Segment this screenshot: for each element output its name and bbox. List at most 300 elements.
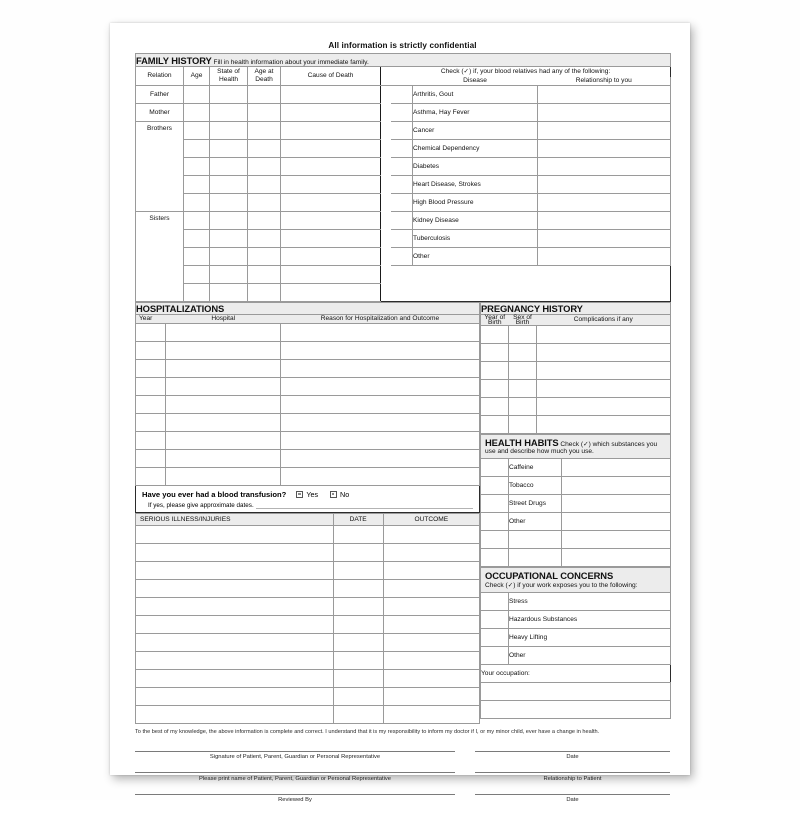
- col-relationship-to-you: Relationship to you: [538, 77, 671, 86]
- cell-state-of-health[interactable]: [210, 158, 248, 176]
- cell-illness[interactable]: [136, 562, 334, 580]
- blood-transfusion-followup-label: If yes, please give approximate dates.: [148, 502, 254, 509]
- cell-year-of-birth[interactable]: [481, 398, 509, 416]
- table-row: [481, 647, 671, 665]
- cell-sex-of-birth[interactable]: [509, 344, 537, 362]
- table-row: [136, 652, 480, 670]
- cell-date[interactable]: [333, 616, 383, 634]
- checkbox-other-concern[interactable]: [481, 647, 509, 665]
- cell-disease-relationship[interactable]: [538, 248, 671, 266]
- cell-date[interactable]: [333, 652, 383, 670]
- checkbox-tobacco[interactable]: [481, 477, 509, 495]
- table-row: [481, 593, 671, 611]
- cell-hospital[interactable]: [166, 360, 281, 378]
- signature-label: Date: [566, 797, 579, 804]
- cell-date[interactable]: [333, 670, 383, 688]
- pregnancy-header-row: [481, 315, 671, 326]
- cell-habits-filler-check[interactable]: [481, 531, 509, 549]
- cell-gutter: [381, 230, 391, 248]
- cell-gutter: [381, 140, 391, 158]
- cell-state-of-health[interactable]: [210, 212, 248, 230]
- checkbox-stress[interactable]: [481, 593, 509, 611]
- cell-street-drugs-amount[interactable]: [562, 495, 671, 513]
- cell-habits-filler2-label[interactable]: [509, 549, 562, 567]
- family-history-table: [135, 53, 671, 302]
- cell-hospital[interactable]: [166, 432, 281, 450]
- cell-illness[interactable]: [136, 688, 334, 706]
- table-row: [481, 362, 671, 380]
- relation-father: Father: [136, 86, 184, 104]
- blood-transfusion-question: Have you ever had a blood transfusion?: [142, 490, 287, 499]
- occupational-concerns-table: [480, 567, 671, 719]
- cell-disease-check[interactable]: [391, 104, 413, 122]
- checkbox-yes[interactable]: [296, 491, 303, 498]
- cell-age-at-death[interactable]: [248, 158, 281, 176]
- cell-age-at-death[interactable]: [248, 104, 281, 122]
- cell-complications[interactable]: [537, 380, 671, 398]
- cell-year[interactable]: [136, 324, 166, 342]
- table-row: [136, 688, 480, 706]
- band-spacer-d: [538, 54, 671, 67]
- cell-reason[interactable]: [281, 378, 480, 396]
- cell-outcome[interactable]: [383, 670, 479, 688]
- table-row: [136, 104, 671, 122]
- cell-year-of-birth[interactable]: [481, 416, 509, 434]
- label-no: No: [340, 490, 350, 499]
- cell-year-of-birth[interactable]: [481, 326, 509, 344]
- pregnancy-band-row: [481, 303, 671, 315]
- cell-cause-of-death[interactable]: [281, 194, 381, 212]
- cell-disease-relationship[interactable]: [538, 86, 671, 104]
- cell-cause-of-death[interactable]: [281, 104, 381, 122]
- cell-age-at-death[interactable]: [248, 266, 281, 284]
- table-row: [481, 416, 671, 434]
- table-row: [481, 477, 671, 495]
- cell-year[interactable]: [136, 414, 166, 432]
- signature-row-1: [135, 751, 670, 761]
- cell-disease-label: Other: [413, 248, 538, 266]
- cell-outcome[interactable]: [383, 688, 479, 706]
- col-state-of-health-line2: Health: [218, 76, 239, 83]
- table-row: [136, 544, 480, 562]
- cell-age-at-death[interactable]: [248, 248, 281, 266]
- label-yes: Yes: [306, 490, 319, 499]
- cell-year[interactable]: [136, 360, 166, 378]
- hospitalizations-band: HOSPITALIZATIONS: [136, 303, 480, 315]
- cell-state-of-health[interactable]: [210, 266, 248, 284]
- cell-outcome[interactable]: [383, 526, 479, 544]
- table-row: [136, 248, 671, 266]
- cell-gutter: [381, 104, 391, 122]
- cell-cause-of-death[interactable]: [281, 230, 381, 248]
- cell-cause-of-death[interactable]: [281, 158, 381, 176]
- cell-disease-relationship[interactable]: [538, 140, 671, 158]
- label-tobacco: Tobacco: [509, 477, 562, 495]
- cell-disease-label: Kidney Disease: [413, 212, 538, 230]
- col-state-of-health-line1: State of: [217, 68, 240, 75]
- blood-transfusion-question-area: [136, 486, 479, 512]
- col-year-of-birth-line2: Birth: [487, 319, 502, 326]
- cell-complications[interactable]: [537, 326, 671, 344]
- table-row: [136, 140, 671, 158]
- checkbox-no[interactable]: [330, 491, 337, 498]
- cell-habits-filler-amount[interactable]: [562, 531, 671, 549]
- cell-gutter: [381, 176, 391, 194]
- cell-disease-relationship[interactable]: [538, 104, 671, 122]
- signature-field-relationship[interactable]: [475, 772, 670, 782]
- table-row: [136, 230, 671, 248]
- cell-hospital[interactable]: [166, 378, 281, 396]
- cell-outcome[interactable]: [383, 562, 479, 580]
- cell-cause-of-death[interactable]: [281, 248, 381, 266]
- cell-habits-filler2-check[interactable]: [481, 549, 509, 567]
- col-date: DATE: [333, 514, 383, 526]
- cell-disease-check[interactable]: [391, 158, 413, 176]
- health-habits-band-row: [481, 435, 671, 459]
- signature-field-patient[interactable]: [135, 751, 455, 761]
- table-row: [481, 326, 671, 344]
- col-state-of-health: [210, 67, 248, 86]
- cell-illness[interactable]: [136, 634, 334, 652]
- cell-occ-filler-b[interactable]: [509, 683, 671, 701]
- cell-disease-check[interactable]: [391, 176, 413, 194]
- cell-hospital[interactable]: [166, 342, 281, 360]
- cell-disease-check[interactable]: [391, 230, 413, 248]
- cell-date[interactable]: [333, 562, 383, 580]
- cell-age[interactable]: [184, 230, 210, 248]
- cell-age[interactable]: [184, 194, 210, 212]
- cell-age[interactable]: [184, 122, 210, 140]
- table-row: [481, 611, 671, 629]
- cell-year[interactable]: [136, 468, 166, 486]
- cell-date[interactable]: [333, 544, 383, 562]
- signature-row-2: [135, 772, 670, 782]
- cell-cause-of-death[interactable]: [281, 176, 381, 194]
- cell-hospital[interactable]: [166, 414, 281, 432]
- table-row: [136, 634, 480, 652]
- cell-habits-filler2-amount[interactable]: [562, 549, 671, 567]
- cell-sex-of-birth[interactable]: [509, 362, 537, 380]
- table-row: [136, 324, 480, 342]
- family-history-band-row: [136, 54, 671, 67]
- table-row: [136, 526, 480, 544]
- cell-reason[interactable]: [281, 414, 480, 432]
- cell-occ-filler-c[interactable]: [481, 701, 509, 719]
- cell-state-of-health[interactable]: [210, 176, 248, 194]
- col-year: Year: [136, 315, 166, 324]
- table-row: [136, 176, 671, 194]
- col-reason: Reason for Hospitalization and Outcome: [281, 315, 480, 324]
- cell-state-of-health[interactable]: [210, 194, 248, 212]
- cell-gutter: [381, 158, 391, 176]
- cell-tobacco-amount[interactable]: [562, 477, 671, 495]
- cell-disease-check[interactable]: [391, 194, 413, 212]
- label-heavy-lifting: Heavy Lifting: [509, 629, 671, 647]
- cell-date[interactable]: [333, 580, 383, 598]
- cell-reason[interactable]: [281, 432, 480, 450]
- attestation-text: To the best of my knowledge, the above information is complete and correct. I understand that it is my responsibility to inform my doctor if I, or my minor child, ever have a change in health.: [135, 729, 600, 735]
- cell-disease-label: Chemical Dependency: [413, 140, 538, 158]
- cell-cause-of-death[interactable]: [281, 284, 381, 302]
- cell-hospital[interactable]: [166, 324, 281, 342]
- table-row: [136, 616, 480, 634]
- cell-year[interactable]: [136, 342, 166, 360]
- occupational-band-row: [481, 568, 671, 593]
- cell-cause-of-death[interactable]: [281, 212, 381, 230]
- signature-field-date-2[interactable]: [475, 794, 670, 804]
- col-year-of-birth-line1: Year of: [484, 314, 506, 321]
- cell-cause-of-death[interactable]: [281, 140, 381, 158]
- cell-disease-check[interactable]: [391, 212, 413, 230]
- cell-cause-of-death[interactable]: [281, 86, 381, 104]
- signature-section: [135, 751, 670, 804]
- cell-age[interactable]: [184, 212, 210, 230]
- cell-year[interactable]: [136, 432, 166, 450]
- cell-outcome[interactable]: [383, 544, 479, 562]
- table-row: [136, 122, 671, 140]
- cell-disease-relationship[interactable]: [538, 212, 671, 230]
- health-habits-band: HEALTH HABITS Check (✓) which substances you use and describe how much you use.: [481, 435, 671, 459]
- signature-label: Relationship to Patient: [543, 775, 602, 782]
- cell-hospital[interactable]: [166, 450, 281, 468]
- cell-disease-relationship[interactable]: [538, 158, 671, 176]
- col-cause-of-death: Cause of Death: [281, 67, 381, 86]
- cell-illness[interactable]: [136, 706, 334, 724]
- cell-cause-of-death[interactable]: [281, 122, 381, 140]
- cell-year-of-birth[interactable]: [481, 380, 509, 398]
- occupational-concerns-band: OCCUPATIONAL CONCERNS Check (✓) if your work exposes you to the following:: [481, 568, 671, 593]
- checkbox-other-habit[interactable]: [481, 513, 509, 531]
- cell-age-at-death[interactable]: [248, 212, 281, 230]
- pregnancy-history-band: PREGNANCY HISTORY: [481, 303, 671, 315]
- cell-occ-filler-a[interactable]: [481, 683, 509, 701]
- cell-state-of-health[interactable]: [210, 140, 248, 158]
- cell-reason[interactable]: [281, 468, 480, 486]
- signature-label: Date: [566, 754, 579, 761]
- blood-transfusion-dates-input[interactable]: [256, 501, 473, 509]
- table-row: [481, 459, 671, 477]
- cell-age[interactable]: [184, 266, 210, 284]
- col-age-at-death-line2: Death: [255, 76, 273, 83]
- cell-disease-relationship[interactable]: [538, 176, 671, 194]
- cell-illness[interactable]: [136, 544, 334, 562]
- serious-illness-table: [135, 513, 480, 724]
- table-row: [136, 432, 480, 450]
- cell-age-at-death[interactable]: [248, 122, 281, 140]
- cell-disease-relationship[interactable]: [538, 230, 671, 248]
- cell-outcome[interactable]: [383, 580, 479, 598]
- cell-state-of-health[interactable]: [210, 248, 248, 266]
- cell-sex-of-birth[interactable]: [509, 398, 537, 416]
- cell-year[interactable]: [136, 450, 166, 468]
- cell-complications[interactable]: [537, 398, 671, 416]
- cell-outcome[interactable]: [383, 706, 479, 724]
- cell-outcome[interactable]: [383, 598, 479, 616]
- cell-illness[interactable]: [136, 616, 334, 634]
- pregnancy-history-table: [480, 302, 671, 434]
- table-row: [481, 398, 671, 416]
- cell-age-at-death[interactable]: [248, 194, 281, 212]
- col-age-at-death-line1: Age at: [254, 68, 274, 75]
- cell-disease-label: Arthritis, Gout: [413, 86, 538, 104]
- label-street-drugs: Street Drugs: [509, 495, 562, 513]
- table-row: [136, 580, 480, 598]
- checkbox-street-drugs[interactable]: [481, 495, 509, 513]
- cell-date[interactable]: [333, 526, 383, 544]
- cell-gutter: [381, 86, 391, 104]
- cell-sex-of-birth[interactable]: [509, 326, 537, 344]
- cell-age-at-death[interactable]: [248, 284, 281, 302]
- cell-year[interactable]: [136, 396, 166, 414]
- cell-state-of-health[interactable]: [210, 104, 248, 122]
- table-row: [481, 629, 671, 647]
- checkbox-caffeine[interactable]: [481, 459, 509, 477]
- cell-state-of-health[interactable]: [210, 122, 248, 140]
- cell-year[interactable]: [136, 378, 166, 396]
- relation-sisters: Sisters: [136, 212, 184, 302]
- your-occupation-label[interactable]: Your occupation:: [481, 665, 671, 683]
- label-other-habit: Other: [509, 513, 562, 531]
- cell-age[interactable]: [184, 104, 210, 122]
- cell-disease-label: Diabetes: [413, 158, 538, 176]
- cell-age-at-death[interactable]: [248, 230, 281, 248]
- checkbox-heavy-lifting[interactable]: [481, 629, 509, 647]
- table-row: [136, 158, 671, 176]
- cell-age-at-death[interactable]: [248, 140, 281, 158]
- cell-age[interactable]: [184, 176, 210, 194]
- cell-illness[interactable]: [136, 670, 334, 688]
- col-sex-of-birth-line2: Birth: [515, 319, 530, 326]
- cell-gutter: [381, 122, 391, 140]
- signature-field-date-1[interactable]: [475, 751, 670, 761]
- cell-date[interactable]: [333, 598, 383, 616]
- cell-reason[interactable]: [281, 396, 480, 414]
- cell-hospital[interactable]: [166, 396, 281, 414]
- cell-date[interactable]: [333, 706, 383, 724]
- cell-state-of-health[interactable]: [210, 86, 248, 104]
- cell-disease-label: Cancer: [413, 122, 538, 140]
- cell-date[interactable]: [333, 688, 383, 706]
- table-row: [481, 683, 671, 701]
- label-caffeine: Caffeine: [509, 459, 562, 477]
- table-row: [136, 86, 671, 104]
- col-check-spacer: [391, 77, 413, 86]
- cell-disease-label: Heart Disease, Strokes: [413, 176, 538, 194]
- cell-habits-filler-label[interactable]: [509, 531, 562, 549]
- form-paper-sheet: [110, 23, 690, 804]
- serious-illness-header-row: [136, 514, 480, 526]
- cell-hospital[interactable]: [166, 468, 281, 486]
- cell-illness[interactable]: [136, 598, 334, 616]
- cell-reason[interactable]: [281, 324, 480, 342]
- page-title: All information is strictly confidential: [328, 41, 477, 50]
- cell-year-of-birth[interactable]: [481, 344, 509, 362]
- cell-reason[interactable]: [281, 450, 480, 468]
- table-row: [136, 266, 671, 284]
- cell-age[interactable]: [184, 158, 210, 176]
- signature-row-3: [135, 794, 670, 804]
- signature-label: Reviewed By: [278, 797, 312, 804]
- cell-age[interactable]: [184, 248, 210, 266]
- cell-state-of-health[interactable]: [210, 230, 248, 248]
- table-row: [136, 670, 480, 688]
- col-age-at-death: [248, 67, 281, 86]
- col-outcome: OUTCOME: [383, 514, 479, 526]
- cell-outcome[interactable]: [383, 634, 479, 652]
- table-row: [481, 380, 671, 398]
- cell-cause-of-death[interactable]: [281, 266, 381, 284]
- cell-sex-of-birth[interactable]: [509, 380, 537, 398]
- cell-age[interactable]: [184, 140, 210, 158]
- table-row: [136, 342, 480, 360]
- cell-caffeine-amount[interactable]: [562, 459, 671, 477]
- table-row: [136, 598, 480, 616]
- table-row: [136, 396, 480, 414]
- relation-brothers: Brothers: [136, 122, 184, 212]
- cell-reason[interactable]: [281, 360, 480, 378]
- table-row: [136, 562, 480, 580]
- cell-illness[interactable]: [136, 652, 334, 670]
- table-row: [481, 549, 671, 567]
- cell-gutter: [381, 212, 391, 230]
- cell-age[interactable]: [184, 284, 210, 302]
- table-row: [136, 212, 671, 230]
- cell-outcome[interactable]: [383, 652, 479, 670]
- cell-other-habit-amount[interactable]: [562, 513, 671, 531]
- cell-complications[interactable]: [537, 362, 671, 380]
- signature-field-printname[interactable]: [135, 772, 455, 782]
- cell-disease-label: High Blood Pressure: [413, 194, 538, 212]
- cell-reason[interactable]: [281, 342, 480, 360]
- signature-field-reviewed-by[interactable]: [135, 794, 455, 804]
- cell-illness[interactable]: [136, 526, 334, 544]
- relation-mother: Mother: [136, 104, 184, 122]
- cell-outcome[interactable]: [383, 616, 479, 634]
- checkbox-hazardous-substances[interactable]: [481, 611, 509, 629]
- hospitalizations-band-row: [136, 303, 480, 315]
- hospitalizations-header-row: [136, 315, 480, 324]
- cell-illness[interactable]: [136, 580, 334, 598]
- cell-date[interactable]: [333, 634, 383, 652]
- cell-age-at-death[interactable]: [248, 86, 281, 104]
- cell-complications[interactable]: [537, 344, 671, 362]
- cell-disease-check[interactable]: [391, 86, 413, 104]
- band-spacer-b: [391, 54, 413, 67]
- family-history-header-row: [136, 67, 671, 78]
- cell-disease-check[interactable]: [391, 140, 413, 158]
- col-relation: Relation: [136, 67, 184, 86]
- cell-sex-of-birth[interactable]: [509, 416, 537, 434]
- left-panel: [135, 302, 480, 724]
- table-row: [481, 665, 671, 683]
- cell-age-at-death[interactable]: [248, 176, 281, 194]
- cell-state-of-health[interactable]: [210, 284, 248, 302]
- cell-disease-check[interactable]: [391, 248, 413, 266]
- table-row: [136, 450, 480, 468]
- cell-disease-label: Asthma, Hay Fever: [413, 104, 538, 122]
- cell-age[interactable]: [184, 86, 210, 104]
- cell-complications[interactable]: [537, 416, 671, 434]
- col-hospital: Hospital: [166, 315, 281, 324]
- table-row: [481, 531, 671, 549]
- blood-transfusion-followup-row: [142, 501, 473, 509]
- col-complications: Complications if any: [537, 315, 671, 326]
- cell-occ-filler-d[interactable]: [509, 701, 671, 719]
- cell-year-of-birth[interactable]: [481, 362, 509, 380]
- cell-disease-relationship[interactable]: [538, 122, 671, 140]
- cell-disease-relationship[interactable]: [538, 194, 671, 212]
- cell-disease-check[interactable]: [391, 122, 413, 140]
